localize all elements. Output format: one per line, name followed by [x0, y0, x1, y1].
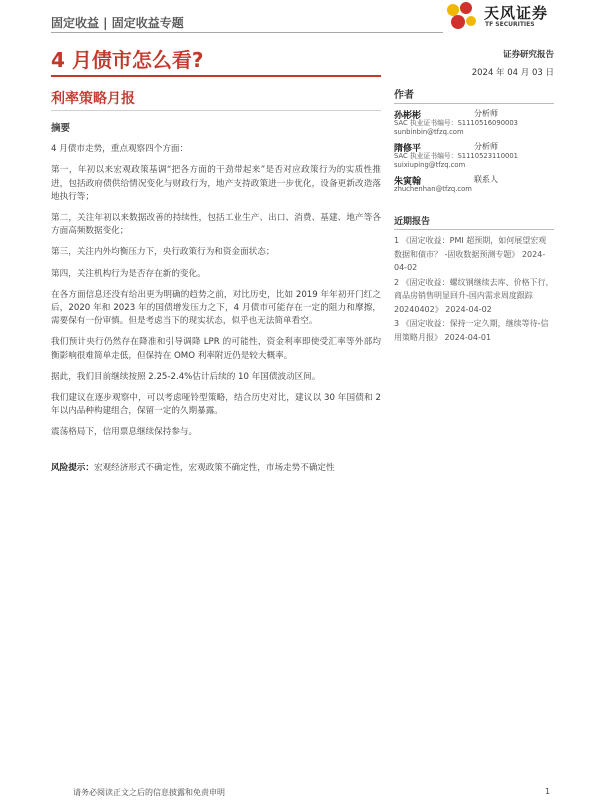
author-entry: [394, 108, 554, 137]
author-role: 分析师: [474, 109, 498, 118]
report-date: 2024 年 04 月 03 日: [471, 68, 554, 78]
author-role: 分析师: [474, 142, 498, 151]
breadcrumb: 固定收益 | 固定收益专题: [51, 16, 184, 30]
summary-section: [51, 122, 381, 483]
risk-text: 宏观经济形式不确定性，宏观政策不确定性，市场走势不确定性: [93, 462, 335, 473]
recent-report-link[interactable]: 3 《固定收益：保持一定久期，继续等待-信用策略月报》 2024-04-01: [394, 319, 549, 342]
author-email[interactable]: zhuchenhan@tfzq.com: [394, 185, 472, 193]
summary-paragraph: 第二，关注年初以来数据改善的持续性，包括工业生产、出口、消费、基建、地产等各方面高频数据变化；: [51, 213, 381, 237]
company-logo: [444, 0, 554, 34]
logo-name: 天风证券: [484, 4, 549, 22]
subtitle-divider: [51, 110, 381, 111]
author-name: 孙彬彬: [394, 111, 422, 121]
summary-paragraph: 第一，年初以来宏观政策基调“把各方面的干劲带起来”是否对应政策行为的实质性推进，包括政府债供给情况变化与财政行为，地产支持政策进一步优化，设备更新改造落地执行等；: [51, 165, 381, 202]
summary-paragraph: 第三，关注内外均衡压力下，央行政策行为和资金面状态；: [51, 247, 275, 258]
page-title: 4 月债市怎么看?: [51, 48, 204, 72]
recent-reports-list: [394, 234, 554, 344]
title-underline: [51, 75, 381, 77]
logo-mark-icon: [444, 0, 478, 34]
author-name: 隋修平: [394, 144, 422, 154]
report-subtitle: 利率策略月报: [51, 91, 135, 107]
summary-heading: 摘要: [51, 123, 71, 134]
author-cert: SAC 执业证书编号：S1110523110001: [394, 152, 518, 160]
disclaimer-footer: 请务必阅读正文之后的信息披露和免责申明: [73, 788, 225, 797]
author-entry: [394, 141, 554, 170]
risk-warning: [51, 462, 381, 475]
author-email[interactable]: suixiuping@tfzq.com: [394, 161, 466, 169]
recent-report-link[interactable]: 1 《固定收益：PMI 超预期，如何展望宏观数据和债市？ -固收数据预测专题》 2024-04-02: [394, 236, 547, 272]
recent-report-link[interactable]: 2 《固定收益：螺纹钢继续去库、价格下行，商品房销售明显回升-国内需求周度跟踪 20240402》 2024-04-02: [394, 277, 554, 314]
summary-paragraph: 4 月债市走势，重点观察四个方面：: [51, 144, 189, 155]
authors-heading: 作者: [394, 86, 554, 104]
summary-paragraph: 据此，我们目前继续按照 2.25-2.4%估计后续的 10 年国债波动区间。: [51, 371, 321, 382]
author-cert: SAC 执业证书编号：S1110516090003: [394, 119, 518, 127]
summary-paragraph: 第四，关注机构行为是否存在新的变化。: [51, 268, 206, 279]
recent-reports-heading: 近期报告: [394, 214, 554, 230]
risk-label: 风险提示：: [51, 462, 94, 473]
header-rule: [51, 32, 443, 33]
report-type: 证券研究报告: [502, 50, 554, 60]
author-name: 朱寅翰: [394, 177, 422, 187]
summary-paragraph: 我们建议在逐步观察中，可以考虑哑铃型策略，结合历史对比，建议以 30 年国债和 2 年以内品种构建组合，保留一定的久期暴露。: [51, 393, 381, 417]
author-role: 联系人: [474, 175, 498, 184]
summary-paragraph: 震荡格局下，信用票息继续保持参与。: [51, 427, 198, 438]
logo-english: TF SECURITIES: [485, 21, 535, 28]
page-number: 1: [545, 787, 551, 796]
summary-paragraph: 我们预计央行仍然存在降准和引导调降 LPR 的可能性，资金利率即使受汇率等外部均衡影响很难简单走低，但保持在 OMO 利率附近仍是较大概率。: [51, 337, 381, 361]
author-entry: [394, 174, 554, 194]
summary-paragraph: 在各方面信息还没有给出更为明确的趋势之前，对比历史，比如 2019 年年初开门红之后，2020 年和 2023 年的国债增发压力之下，4 月债市可能存在一定的阻力和摩擦，需要保有一份审慎。但是考虑当下的现实状态，似乎也无法简单看空。: [51, 289, 381, 327]
author-email[interactable]: sunbinbin@tfzq.com: [394, 128, 464, 136]
sidebar: [394, 48, 554, 345]
